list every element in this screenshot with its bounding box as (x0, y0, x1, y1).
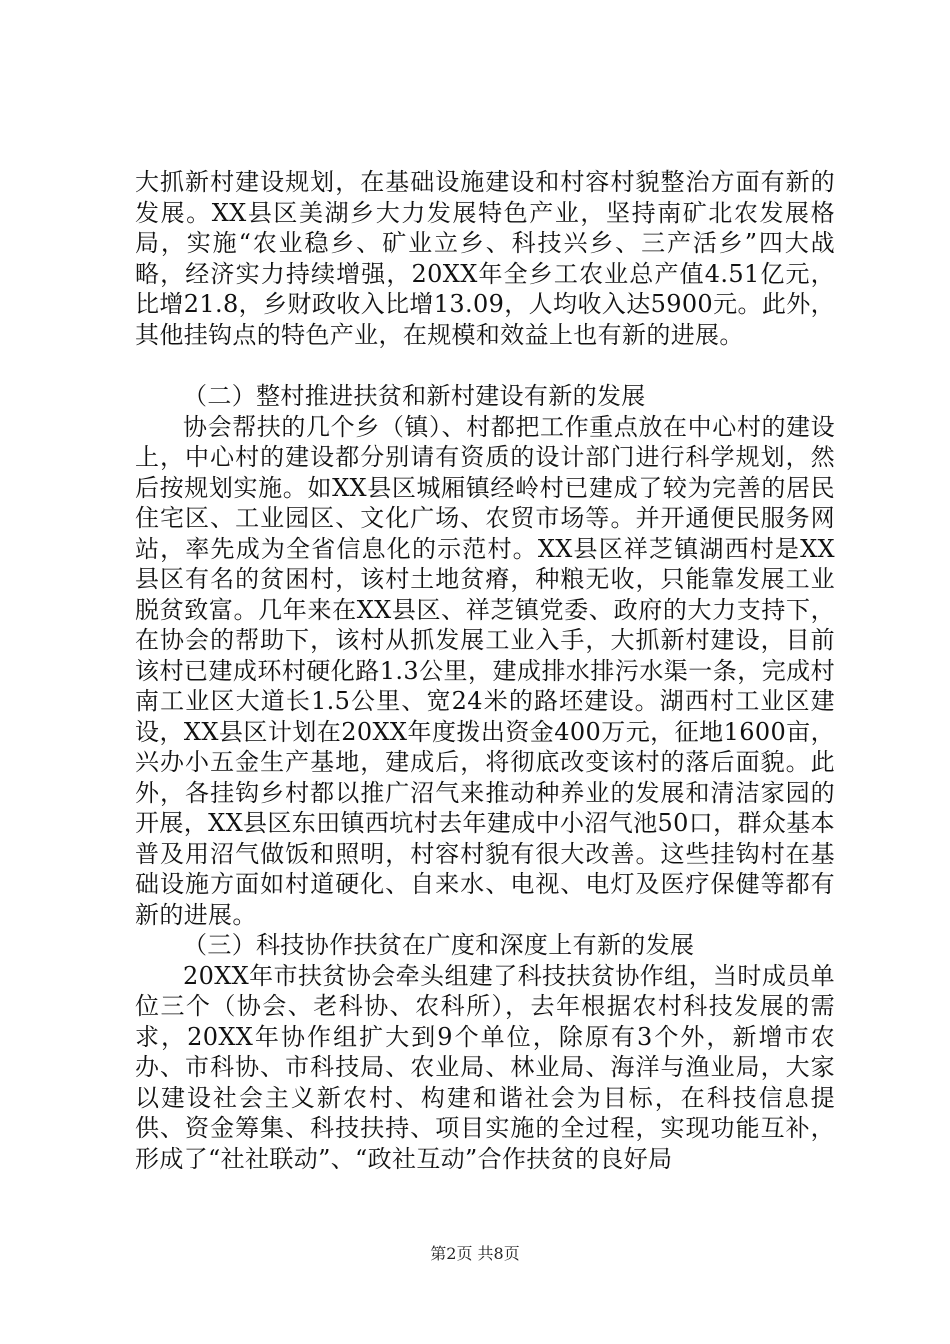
page-footer: 第2页 共8页 (430, 1244, 520, 1263)
paragraph-tech-cooperation: 20XX年市扶贫协会牵头组建了科技扶贫协作组，当时成员单位三个（协会、老科协、农科所），去年根据农村科技发展的需求，20XX年协作组扩大到9个单位，除原有3个外，新增市农办、市科协、市科技局、农业局、林业局、海洋与渔业局，大家以建设社会主义新农村、构建和谐社会为目标，在科技信息提供、资金筹集、科技扶持、项目实施的全过程，实现功能互补，形成了“社社联动”、“政社互动”合作扶贫的良好局 (135, 961, 835, 1173)
document-body (135, 167, 835, 1174)
section-heading-3: （三）科技协作扶贫在广度和深度上有新的发展 (183, 931, 695, 959)
paragraph-rural-construction: 大抓新村建设规划，在基础设施建设和村容村貌整治方面有新的发展。XX县区美湖乡大力发展特色产业，坚持南矿北农发展格局，实施“农业稳乡、矿业立乡、科技兴乡、三产活乡”四大战略，经济实力持续增强，20XX年全乡工农业总产值4.51亿元，比增21.8，乡财政收入比增13.09，人均收入达5900元。此外，其他挂钩点的特色产业，在规模和效益上也有新的进展。 (135, 168, 835, 349)
paragraph-village-poverty-relief: 协会帮扶的几个乡（镇）、村都把工作重点放在中心村的建设上，中心村的建设都分别请有资质的设计部门进行科学规划，然后按规划实施。如XX县区城厢镇经岭村已建成了较为完善的居民住宅区、工业园区、文化广场、农贸市场等。并开通便民服务网站，率先成为全省信息化的示范村。XX县区祥芝镇湖西村是XX县区有名的贫困村，该村土地贫瘠，种粮无收，只能靠发展工业脱贫致富。几年来在XX县区、祥芝镇党委、政府的大力支持下，在协会的帮助下，该村从抓发展工业入手，大抓新村建设，目前该村已建成环村硬化路1.3公里，建成排水排污水渠一条，完成村南工业区大道长1.5公里、宽24米的路坯建设。湖西村工业区建设，XX县区计划在20XX年度拨出资金400万元，征地1600亩，兴办小五金生产基地，建成后，将彻底改变该村的落后面貌。此外，各挂钩乡村都以推广沼气来推动种养业的发展和清洁家园的开展，XX县区东田镇西坑村去年建成中小沼气池50口，群众基本普及用沼气做饭和照明，村容村貌有很大改善。这些挂钩村在基础设施方面如村道硬化、自来水、电视、电灯及医疗保健等都有新的进展。 (135, 412, 835, 929)
section-heading-2: （二）整村推进扶贫和新村建设有新的发展 (183, 382, 646, 410)
